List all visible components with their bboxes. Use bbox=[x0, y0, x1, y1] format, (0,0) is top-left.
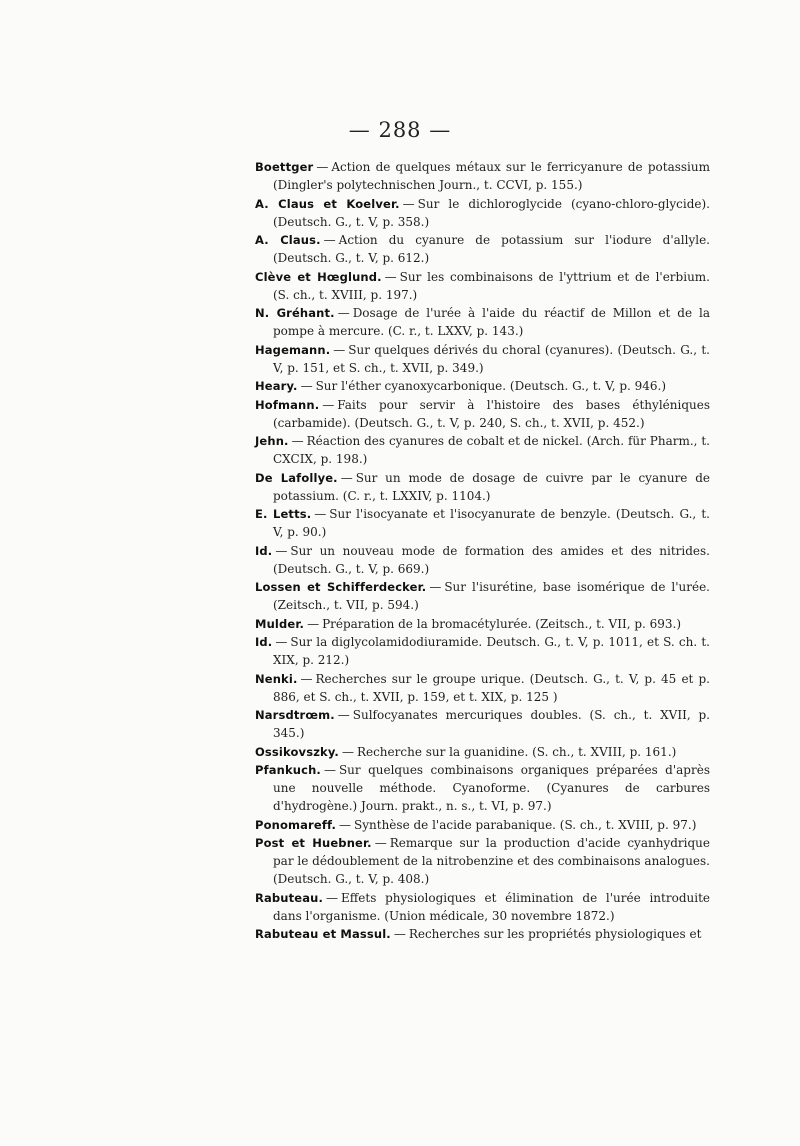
bibliography-list bbox=[255, 158, 710, 944]
entry-text: Préparation de la bromacétylurée. (Zeitsch., t. VII, p. 693.) bbox=[322, 616, 682, 631]
entry-author: A. Claus. bbox=[255, 233, 321, 247]
entry-author: Mulder. bbox=[255, 616, 305, 631]
entry-author: Rabuteau et Massul. bbox=[255, 927, 391, 941]
entry-author: Pfankuch. bbox=[255, 763, 321, 777]
bibliography-entry: Pfankuch. — Sur quelques combinaisons organiques préparées d'après une nouvelle méthode. Cyanoforme. (Cyanures de carbures d'hydrogène.) Journ. prakt., n. s., t. VI, p. 97.) bbox=[255, 763, 710, 813]
entry-text: Action de quelques métaux sur le ferricyanure de potassium (Dingler's polytechnischen Journ., t. CCVI, p. 155.) bbox=[273, 160, 710, 192]
entry-text: Sur l'éther cyanoxycarbonique. (Deutsch. G., t. V, p. 946.) bbox=[315, 379, 667, 393]
bibliography-entry: E. Letts. — Sur l'isocyanate et l'isocyanurate de benzyle. (Deutsch. G., t. V, p. 90.) bbox=[255, 507, 710, 539]
bibliography-entry: De Lafollye. — Sur un mode de dosage de cuivre par le cyanure de potassium. (C. r., t. LXXIV, p. 1104.) bbox=[255, 470, 710, 503]
entry-text: Sulfocyanates mercuriques doubles. (S. ch., t. XVII, p. 345.) bbox=[273, 708, 710, 740]
bibliography-entry: A. Claus et Koelver. — Sur le dichloroglycide (cyano-chloro-glycide). (Deutsch. G., t. V, p. 358.) bbox=[255, 196, 710, 229]
entry-text: Réaction des cyanures de cobalt et de nickel. (Arch. für Pharm., t. CXCIX, p. 198.) bbox=[273, 434, 710, 466]
entry-author: Lossen et Schifferdecker. bbox=[255, 580, 427, 594]
bibliography-entry: Hofmann. — Faits pour servir à l'histoire des bases éthyléniques (carbamide). (Deutsch. G., t. V, p. 240, S. ch., t. XVII, p. 452.) bbox=[255, 397, 710, 430]
entry-text: Dosage de l'urée à l'aide du réactif de Millon et de la pompe à mercure. (C. r., t. LXXV, p. 143.) bbox=[273, 306, 711, 338]
bibliography-entry: Mulder. — Préparation de la bromacétylurée. (Zeitsch., t. VII, p. 693.) bbox=[255, 616, 682, 631]
bibliography-entry: Rabuteau. — Effets physiologiques et élimination de l'urée introduite dans l'organisme. (Union médicale, 30 novembre 1872.) bbox=[255, 890, 710, 923]
entry-text: Effets physiologiques et élimination de l'urée introduite dans l'organisme. (Union médicale, 30 novembre 1872.) bbox=[273, 890, 710, 923]
entry-text: Remarque sur la production d'acide cyanhydrique par le dédoublement de la nitrobenzine et des combinaisons analogues. (Deutsch. G., t. V, p. 408.) bbox=[273, 836, 710, 886]
entry-text: Synthèse de l'acide parabanique. (S. ch., t. XVIII, p. 97.) bbox=[354, 817, 697, 832]
entry-author: Heary. bbox=[255, 379, 298, 393]
entry-author: Narsdtrœm. bbox=[255, 708, 335, 722]
entry-author: Hagemann. bbox=[255, 342, 331, 357]
bibliography-entry: Ossikovszky. — Recherche sur la guanidine. (S. ch., t. XVIII, p. 161.) bbox=[255, 744, 677, 759]
entry-author: Hofmann. bbox=[255, 397, 320, 412]
entry-text: Recherches sur les propriétés physiologiques et bbox=[408, 927, 702, 941]
entry-text: Sur quelques combinaisons organiques préparées d'après une nouvelle méthode. Cyanoforme. (Cyanures de carbures d'hydrogène.) Journ. prakt., n. s., t. VI, p. 97.) bbox=[273, 763, 710, 813]
bibliography-entry: Hagemann. — Sur quelques dérivés du choral (cyanures). (Deutsch. G., t. V, p. 151, et S. ch., t. XVII, p. 349.) bbox=[255, 342, 710, 375]
entry-text: Recherche sur la guanidine. (S. ch., t. XVIII, p. 161.) bbox=[356, 744, 677, 759]
bibliography-entry: Boettger — Action de quelques métaux sur le ferricyanure de potassium (Dingler's polytechnischen Journ., t. CCVI, p. 155.) bbox=[255, 160, 710, 192]
bibliography-entry: Nenki. — Recherches sur le groupe urique. (Deutsch. G., t. V, p. 45 et p. 886, et S. ch., t. XVII, p. 159, et t. XIX, p. 125 ) bbox=[255, 671, 710, 704]
entry-text: Sur le dichloroglycide (cyano-chloro-glycide). (Deutsch. G., t. V, p. 358.) bbox=[273, 196, 710, 229]
entry-text: Sur un nouveau mode de formation des amides et des nitrides. (Deutsch. G., t. V, p. 669.) bbox=[273, 543, 710, 576]
entry-author: Nenki. bbox=[255, 671, 298, 686]
entry-text: Sur l'isocyanate et l'isocyanurate de benzyle. (Deutsch. G., t. V, p. 90.) bbox=[273, 507, 710, 539]
entry-text: Faits pour servir à l'histoire des bases éthyléniques (carbamide). (Deutsch. G., t. V, p. 240, S. ch., t. XVII, p. 452.) bbox=[273, 397, 710, 430]
bibliography-entry: Clève et Hœglund. — Sur les combinaisons de l'yttrium et de l'erbium. (S. ch., t. XVIII, p. 197.) bbox=[255, 269, 710, 302]
page-number: — 288 — bbox=[348, 118, 452, 142]
entry-author: N. Gréhant. bbox=[255, 306, 335, 320]
bibliography-entry: Ponomareff. — Synthèse de l'acide parabanique. (S. ch., t. XVIII, p. 97.) bbox=[255, 817, 697, 832]
entry-author: Post et Huebner. bbox=[255, 836, 372, 850]
entry-author: Ponomareff. bbox=[255, 817, 337, 832]
entry-text: Sur quelques dérivés du choral (cyanures). (Deutsch. G., t. V, p. 151, et S. ch., t. XVII, p. 349.) bbox=[273, 342, 710, 375]
bibliography-entry: Rabuteau et Massul. — Recherches sur les propriétés physiologiques et bbox=[255, 927, 702, 941]
entry-text: Sur les combinaisons de l'yttrium et de l'erbium. (S. ch., t. XVIII, p. 197.) bbox=[273, 269, 710, 302]
bibliography-entry: Id. — Sur la diglycolamidodiuramide. Deutsch. G., t. V, p. 1011, et S. ch. t. XIX, p. 212.) bbox=[255, 635, 710, 667]
entry-text: Sur l'isurétine, base isomérique de l'urée. (Zeitsch., t. VII, p. 594.) bbox=[273, 580, 710, 612]
entry-author: Id. bbox=[255, 635, 273, 649]
entry-author: Jehn. bbox=[255, 434, 289, 448]
entry-author: Ossikovszky. bbox=[255, 744, 339, 759]
entry-text: Sur un mode de dosage de cuivre par le cyanure de potassium. (C. r., t. LXXIV, p. 1104.) bbox=[273, 470, 710, 503]
bibliography-entry: Lossen et Schifferdecker. — Sur l'isurétine, base isomérique de l'urée. (Zeitsch., t. VII, p. 594.) bbox=[255, 580, 710, 612]
entry-author: Rabuteau. bbox=[255, 890, 323, 905]
entry-author: A. Claus et Koelver. bbox=[255, 196, 400, 211]
entry-author: De Lafollye. bbox=[255, 470, 338, 485]
entry-text: Action du cyanure de potassium sur l'iodure d'allyle. (Deutsch. G., t. V, p. 612.) bbox=[273, 233, 710, 265]
bibliography-entry: Id. — Sur un nouveau mode de formation des amides et des nitrides. (Deutsch. G., t. V, p. 669.) bbox=[255, 543, 710, 576]
bibliography-entry: Narsdtrœm. — Sulfocyanates mercuriques doubles. (S. ch., t. XVII, p. 345.) bbox=[255, 708, 710, 740]
entry-author: Id. bbox=[255, 543, 273, 558]
bibliography-entry: A. Claus. — Action du cyanure de potassium sur l'iodure d'allyle. (Deutsch. G., t. V, p. 612.) bbox=[255, 233, 710, 265]
bibliography-entry: Post et Huebner. — Remarque sur la production d'acide cyanhydrique par le dédoublement de la nitrobenzine et des combinaisons analogues. (Deutsch. G., t. V, p. 408.) bbox=[255, 836, 710, 886]
entry-text: Sur la diglycolamidodiuramide. Deutsch. G., t. V, p. 1011, et S. ch. t. XIX, p. 212.) bbox=[273, 635, 710, 667]
entry-text: Recherches sur le groupe urique. (Deutsch. G., t. V, p. 45 et p. 886, et S. ch., t. XVII, p. 159, et t. XIX, p. 125 ) bbox=[273, 671, 710, 704]
bibliography-entry: Jehn. — Réaction des cyanures de cobalt et de nickel. (Arch. für Pharm., t. CXCIX, p. 198.) bbox=[255, 434, 710, 466]
entry-author: Boettger bbox=[255, 160, 314, 174]
entry-author: E. Letts. bbox=[255, 507, 312, 521]
bibliography-entry: Heary. — Sur l'éther cyanoxycarbonique. (Deutsch. G., t. V, p. 946.) bbox=[255, 379, 667, 393]
bibliography-entry: N. Gréhant. — Dosage de l'urée à l'aide du réactif de Millon et de la pompe à mercure. (C. r., t. LXXV, p. 143.) bbox=[255, 306, 711, 338]
entry-author: Clève et Hœglund. bbox=[255, 269, 382, 284]
